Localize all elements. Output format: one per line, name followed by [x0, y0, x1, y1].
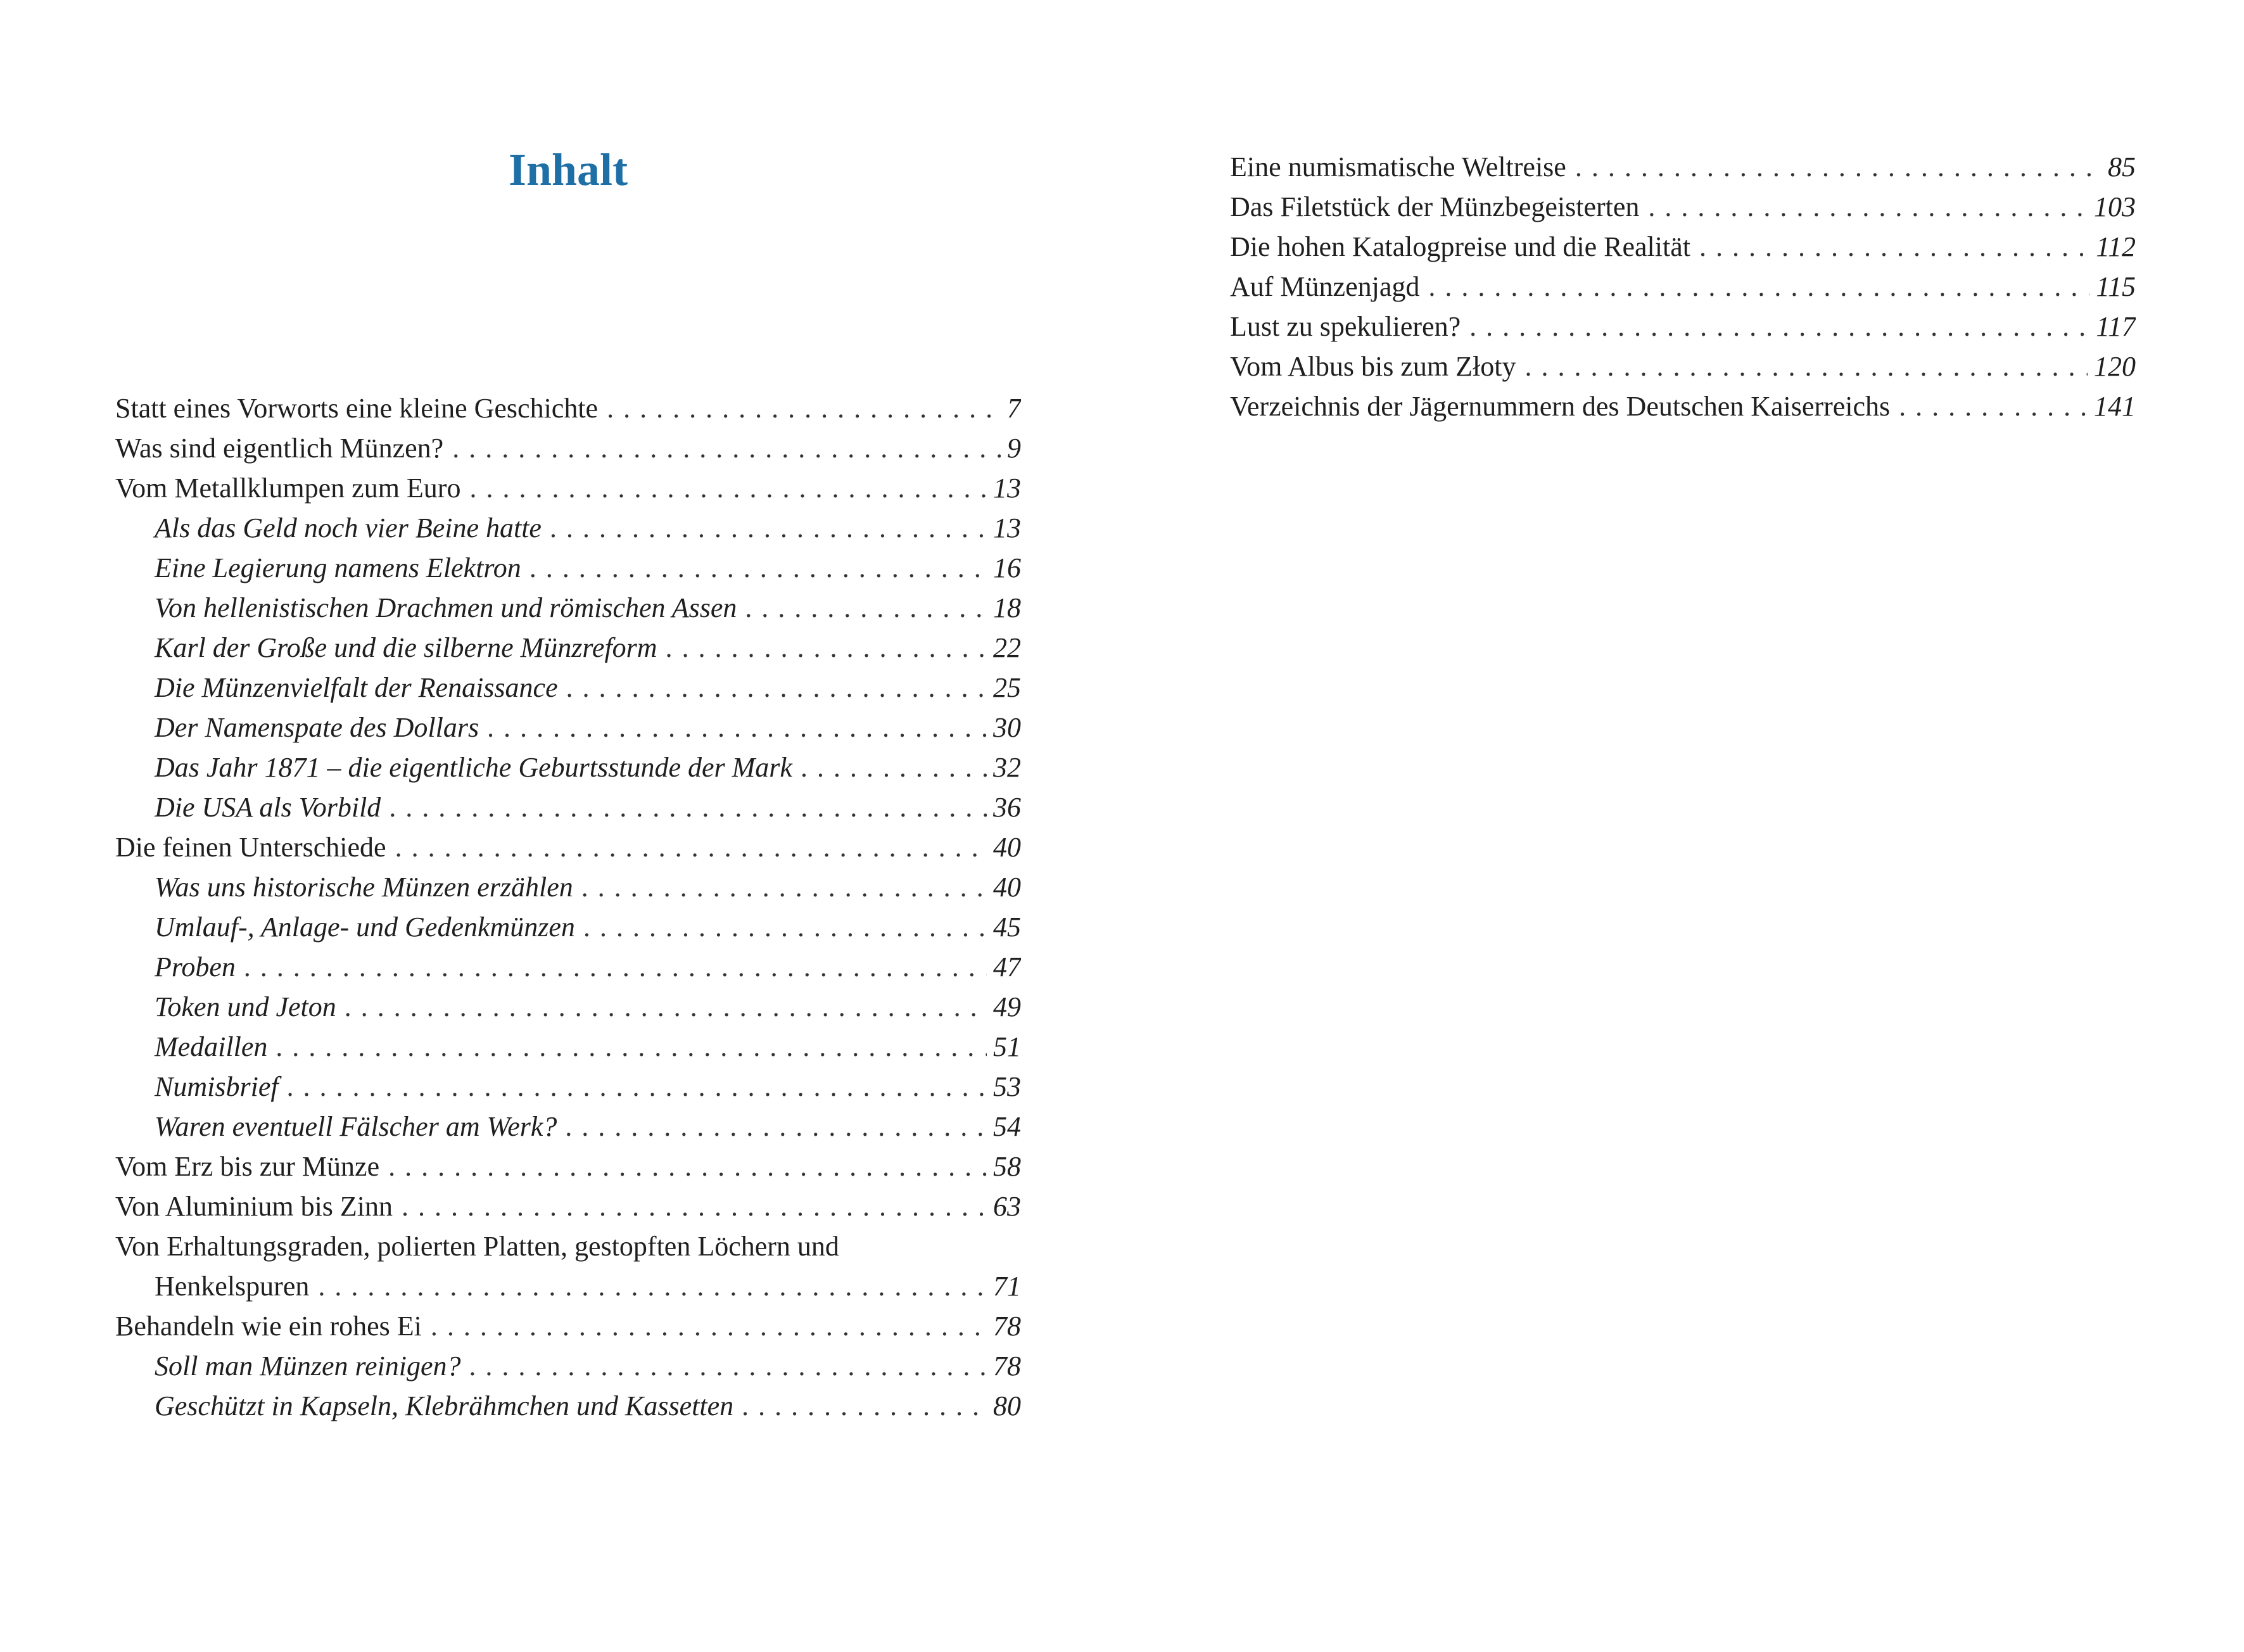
dot-leader — [381, 787, 987, 827]
dot-leader — [575, 907, 987, 947]
entry-page-number: 112 — [2096, 231, 2136, 262]
entry-page-number: 18 — [993, 592, 1021, 623]
dot-leader — [1419, 267, 2089, 307]
entry-page-number: 32 — [993, 752, 1021, 783]
toc-subentry — [115, 588, 1021, 628]
entry-title: Von Aluminium bis Zinn — [115, 1191, 393, 1222]
entry-page-number: 120 — [2094, 351, 2136, 382]
entry-title: Umlauf-, Anlage- und Gedenkmünzen — [155, 912, 575, 943]
toc-subentry — [115, 987, 1021, 1027]
dot-leader — [236, 947, 987, 987]
dot-leader — [422, 1306, 987, 1346]
dot-leader — [443, 428, 1001, 468]
entry-title: Medaillen — [155, 1031, 268, 1062]
dot-leader — [279, 1067, 987, 1107]
toc-subentry — [115, 668, 1021, 708]
toc-list-right — [1230, 147, 2136, 426]
toc-subentry — [115, 708, 1021, 747]
dot-leader — [733, 1386, 987, 1426]
toc-subentry — [115, 787, 1021, 827]
toc-entry — [1230, 267, 2136, 307]
dot-leader — [558, 668, 987, 708]
entry-title: Auf Münzenjagd — [1230, 271, 1420, 302]
toc-subentry — [115, 867, 1021, 907]
entry-title: Vom Albus bis zum Złoty — [1230, 351, 1516, 382]
entry-title: Eine Legierung namens Elektron — [155, 552, 521, 583]
entry-page-number: 80 — [993, 1390, 1021, 1421]
dot-leader — [1639, 187, 2088, 227]
entry-title: Die USA als Vorbild — [155, 792, 381, 823]
entry-title: Der Namenspate des Dollars — [155, 712, 479, 743]
dot-leader — [1461, 307, 2089, 346]
entry-page-number: 7 — [1007, 393, 1021, 424]
entry-title: Von Erhaltungsgraden, polierten Platten, gestopften Löchern und — [115, 1231, 839, 1262]
entry-title: Waren eventuell Fälscher am Werk? — [155, 1111, 557, 1142]
entry-page-number: 103 — [2094, 191, 2136, 222]
toc-subentry — [115, 947, 1021, 987]
dot-leader — [479, 708, 987, 747]
toc-entry — [115, 388, 1021, 428]
entry-page-number: 58 — [993, 1151, 1021, 1182]
dot-leader — [336, 987, 987, 1027]
dot-leader — [267, 1027, 987, 1067]
entry-page-number: 25 — [993, 672, 1021, 703]
entry-title: Behandeln wie ein rohes Ei — [115, 1311, 422, 1342]
entry-title: Was sind eigentlich Münzen? — [115, 433, 444, 464]
toc-heading: Inhalt — [508, 144, 628, 195]
dot-leader — [1516, 346, 2088, 386]
dot-leader — [792, 747, 987, 787]
entry-title: Karl der Große und die silberne Münzreform — [155, 632, 657, 663]
dot-leader — [1690, 227, 2089, 267]
entry-page-number: 22 — [993, 632, 1021, 663]
entry-title: Als das Geld noch vier Beine hatte — [155, 512, 542, 543]
toc-subentry — [115, 1067, 1021, 1107]
entry-title: Token und Jeton — [155, 991, 336, 1022]
entry-title: Vom Metallklumpen zum Euro — [115, 473, 461, 504]
toc-entry — [1230, 346, 2136, 386]
entry-page-number: 78 — [993, 1350, 1021, 1382]
toc-entry — [115, 1147, 1021, 1186]
entry-title: Statt eines Vorworts eine kleine Geschichte — [115, 393, 599, 424]
entry-page-number: 30 — [993, 712, 1021, 743]
dot-leader — [1890, 386, 2088, 426]
entry-page-number: 51 — [993, 1031, 1021, 1062]
entry-page-number: 85 — [2108, 151, 2136, 182]
toc-entry — [1230, 227, 2136, 267]
entry-title: Die hohen Katalogpreise und die Realität — [1230, 231, 1690, 262]
entry-page-number: 9 — [1007, 433, 1021, 464]
dot-leader — [557, 1107, 987, 1147]
dot-leader — [573, 867, 987, 907]
toc-entry — [115, 468, 1021, 508]
dot-leader — [386, 827, 987, 867]
toc-entry — [115, 1266, 1021, 1306]
toc-entry — [115, 428, 1021, 468]
toc-subentry — [115, 508, 1021, 548]
entry-title: Eine numismatische Weltreise — [1230, 151, 1566, 182]
entry-title: Numisbrief — [155, 1071, 279, 1102]
toc-entry — [115, 1306, 1021, 1346]
toc-entry — [1230, 386, 2136, 426]
toc-subentry — [115, 1386, 1021, 1426]
entry-title: Das Jahr 1871 – die eigentliche Geburtsstunde der Mark — [155, 752, 792, 783]
toc-subentry — [115, 1346, 1021, 1386]
entry-page-number: 63 — [993, 1191, 1021, 1222]
entry-page-number: 115 — [2096, 271, 2136, 302]
entry-page-number: 13 — [993, 473, 1021, 504]
entry-title: Geschützt in Kapseln, Klebrähmchen und Kassetten — [155, 1390, 734, 1421]
toc-subentry — [115, 747, 1021, 787]
dot-leader — [309, 1266, 987, 1306]
entry-page-number: 141 — [2094, 391, 2136, 422]
toc-subentry — [115, 1107, 1021, 1147]
entry-page-number: 13 — [993, 512, 1021, 543]
dot-leader — [657, 628, 987, 668]
entry-page-number: 40 — [993, 872, 1021, 903]
dot-leader — [393, 1186, 987, 1226]
toc-subentry — [115, 548, 1021, 588]
toc-entry — [1230, 187, 2136, 227]
dot-leader — [598, 388, 1001, 428]
entry-page-number: 53 — [993, 1071, 1021, 1102]
entry-page-number: 16 — [993, 552, 1021, 583]
entry-title: Die Münzenvielfalt der Renaissance — [155, 672, 558, 703]
dot-leader — [461, 1346, 987, 1386]
entry-page-number: 36 — [993, 792, 1021, 823]
entry-title: Was uns historische Münzen erzählen — [155, 872, 573, 903]
dot-leader — [460, 468, 987, 508]
toc-entry — [115, 827, 1021, 867]
entry-title: Henkelspuren — [155, 1271, 310, 1302]
dot-leader — [1566, 147, 2101, 187]
dot-leader — [521, 548, 987, 588]
toc-subentry — [115, 907, 1021, 947]
entry-title: Vom Erz bis zur Münze — [115, 1151, 380, 1182]
toc-entry — [115, 1186, 1021, 1226]
dot-leader — [379, 1147, 987, 1186]
entry-title: Die feinen Unterschiede — [115, 832, 386, 863]
entry-page-number: 40 — [993, 832, 1021, 863]
entry-title: Lust zu spekulieren? — [1230, 311, 1461, 342]
toc-entry — [115, 1226, 1021, 1266]
toc-entry — [1230, 147, 2136, 187]
dot-leader — [542, 508, 987, 548]
entry-page-number: 45 — [993, 912, 1021, 943]
entry-title: Verzeichnis der Jägernummern des Deutschen Kaiserreichs — [1230, 391, 1891, 422]
entry-title: Proben — [155, 951, 236, 982]
entry-title: Das Filetstück der Münzbegeisterten — [1230, 191, 1640, 222]
entry-page-number: 71 — [993, 1271, 1021, 1302]
entry-title: Soll man Münzen reinigen? — [155, 1350, 461, 1382]
entry-title: Von hellenistischen Drachmen und römischen Assen — [155, 592, 737, 623]
entry-page-number: 47 — [993, 951, 1021, 982]
dot-leader — [737, 588, 987, 628]
entry-page-number: 117 — [2096, 311, 2136, 342]
entry-page-number: 49 — [993, 991, 1021, 1022]
toc-subentry — [115, 1027, 1021, 1067]
toc-entry — [1230, 307, 2136, 346]
toc-subentry — [115, 628, 1021, 668]
entry-page-number: 78 — [993, 1311, 1021, 1342]
entry-page-number: 54 — [993, 1111, 1021, 1142]
toc-list-left — [115, 388, 1021, 1426]
